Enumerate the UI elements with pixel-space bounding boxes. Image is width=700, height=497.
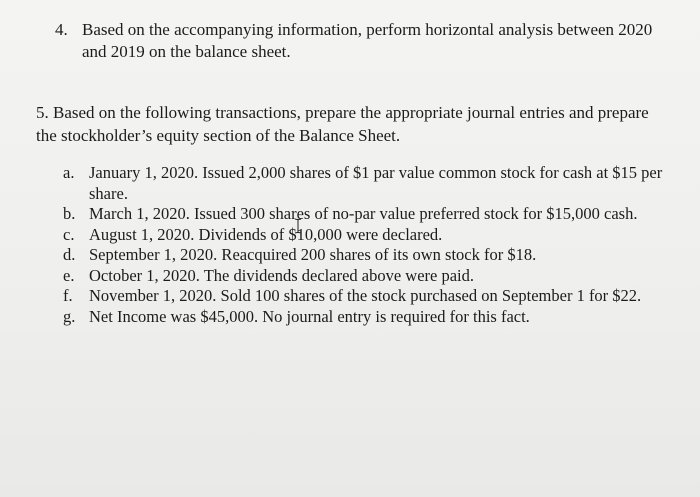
- list-marker: g.: [63, 306, 76, 326]
- list-item-text: Net Income was $45,000. No journal entry is required for this fact.: [89, 306, 530, 326]
- list-marker: f.: [63, 286, 73, 305]
- list-item: [63, 225, 663, 246]
- list-item: [63, 266, 663, 287]
- question-5: [36, 101, 666, 147]
- list-item-text: November 1, 2020. Sold 100 shares of the stock purchased on September 1 for $22.: [89, 286, 642, 305]
- list-item: [63, 204, 663, 225]
- list-item: [63, 307, 663, 328]
- question-5-text: 5. Based on the following transactions, prepare the appropriate journal entries and prepare the stockholder’s equity section of the Balance Sheet.: [36, 103, 649, 145]
- question-4: [55, 19, 655, 63]
- list-marker: b.: [63, 204, 76, 223]
- list-marker: a.: [63, 163, 75, 182]
- list-marker: d.: [63, 245, 76, 264]
- list-item-text: January 1, 2020. Issued 2,000 shares of $1 par value common stock for cash at $15 per share.: [89, 163, 663, 203]
- list-item-text: August 1, 2020. Dividends of $10,000 were declared.: [89, 224, 443, 244]
- list-item: [63, 245, 663, 266]
- list-marker: c.: [63, 224, 75, 244]
- list-item: [63, 286, 663, 307]
- list-marker: e.: [63, 265, 75, 285]
- list-item-text: October 1, 2020. The dividends declared above were paid.: [89, 265, 475, 285]
- transaction-list: [63, 163, 663, 327]
- list-item: [63, 163, 663, 204]
- text-cursor-icon: [293, 218, 303, 234]
- question-4-number: 4.: [55, 20, 68, 39]
- list-item-text: September 1, 2020. Reacquired 200 shares of its own stock for $18.: [89, 245, 537, 264]
- question-4-text: Based on the accompanying information, perform horizontal analysis between 2020 and 2019 on the balance sheet.: [82, 20, 653, 61]
- list-item-text: March 1, 2020. Issued 300 shares of no-par value preferred stock for $15,000 cash.: [89, 204, 638, 223]
